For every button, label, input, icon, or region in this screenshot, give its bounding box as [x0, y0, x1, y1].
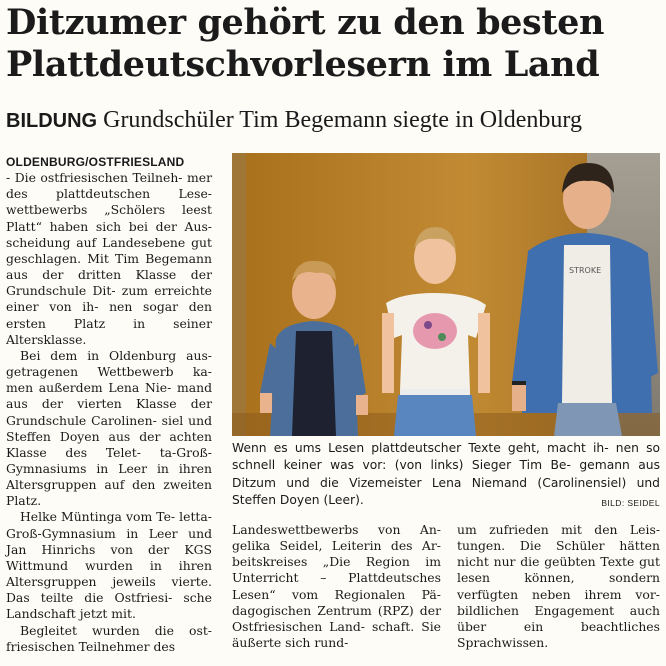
paragraph-2: Bei dem in Oldenburg aus- getragenen Wettbewerb ka- men außerdem Lena Nie- mand aus der vierten Klasse der Grundschule Carolinen- siel und Steffen Doyen aus der achten Klasse des Telet- ta-Groß-Gymnasiums in Leer in ihren Altersgruppen auf den zweiten Platz. — [6, 347, 212, 509]
subheadline — [6, 103, 656, 138]
caption-text: Wenn es ums Lesen plattdeutscher Texte geht, macht ih- nen so schnell keiner was vor: (von links) Sieger Tim Be- gemann aus Ditzum und die Vizemeister Lena Niemand (Carolinensiel) und Steffen Doyen (Leer). — [232, 441, 660, 508]
photo-caption — [232, 440, 660, 513]
headline — [6, 2, 656, 86]
section-kicker: BILDUNG — [6, 110, 98, 132]
paragraph-1: - Die ostfriesischen Teilneh- mer des plattdeutschen Lese- wettbewerbs „Schölers leest Platt“ haben sich bei der Aus- scheidung auf Landesebene gut geschlagen. Mit Tim Begemann aus der dritten Klasse der Grundschule Dit- zum erreichte einer von ih- nen sogar den ersten Platz in seiner Altersklasse. — [6, 170, 212, 347]
article-column-2 — [232, 522, 441, 651]
paragraph-4: Begleitet wurden die ost- friesischen Teilnehmer des — [6, 622, 212, 654]
dateline: OLDENBURG/OSTFRIESLAND — [6, 155, 185, 169]
paragraph-6: um zufrieden mit den Leis- tungen. Die Schüler hätten nicht nur die geübten Texte gut lesen können, sondern verfügten neben ihrem vor- bildlichen Engagement auch über ein beachtliches Sprachwissen. — [457, 522, 660, 651]
article-column-3 — [457, 522, 660, 651]
headline-line-1: Ditzumer gehört zu den besten — [6, 2, 604, 43]
headline-line-2: Plattdeutschvorlesern im Land — [6, 44, 600, 85]
paragraph-5: Landeswettbewerbs von An- gelika Seidel, Leiterin des Ar- beitskreises „Die Region im Unterricht – Plattdeutsches Lesen“ vom Regionalen Pä- dagogischen Zentrum (RPZ) der Ostfriesischen Land- schaft. Sie äußerte sich rund- — [232, 522, 441, 651]
shirt-print: STROKE — [569, 266, 602, 275]
article-photo — [232, 153, 660, 436]
paragraph-3: Helke Müntinga vom Te- letta-Groß-Gymnasium in Leer und Jan Hinrichs von der KGS Wittmund wurden in ihren Altersgruppen jeweils vierte. Das teilte die Ostfriesi- sche Landschaft jetzt mit. — [6, 509, 212, 622]
article-column-1 — [6, 154, 212, 655]
photo-credit: BILD: SEIDEL — [601, 498, 660, 509]
subheadline-text: Grundschüler Tim Begemann siegte in Oldenburg — [103, 107, 582, 133]
